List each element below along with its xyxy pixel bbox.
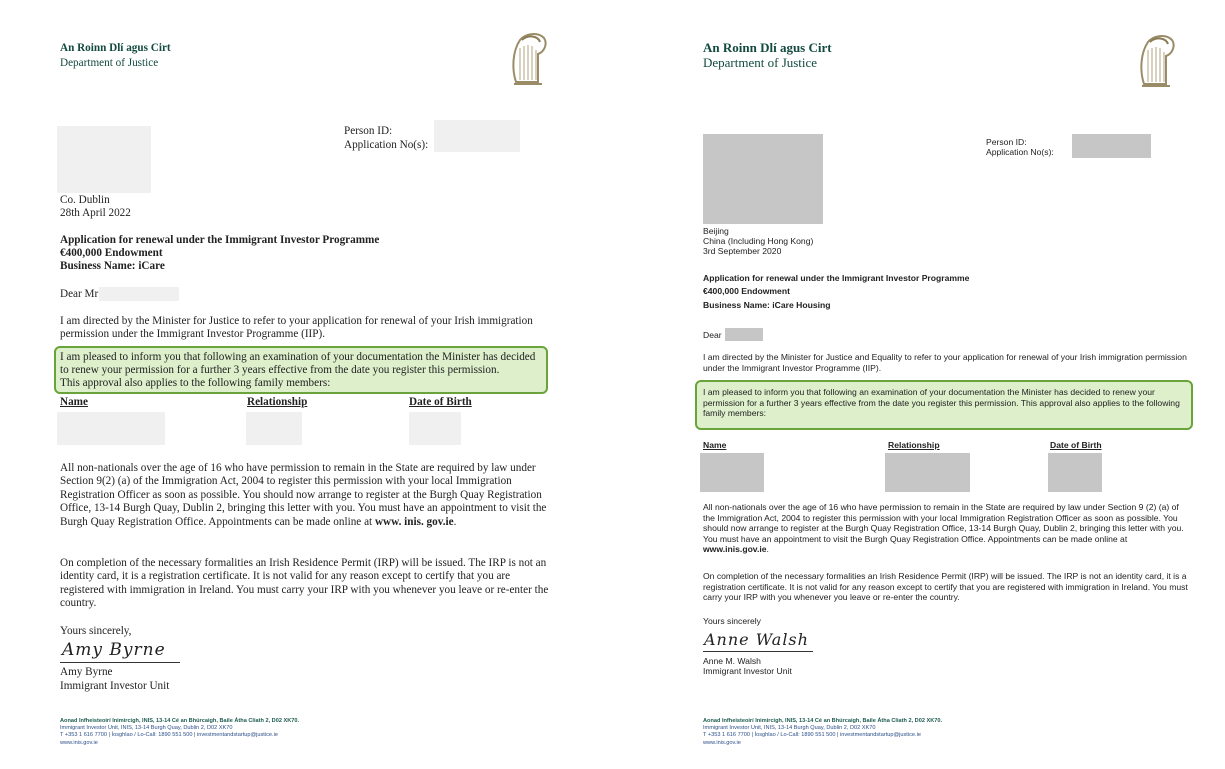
inis-website-link[interactable]: www. inis. gov.ie: [374, 515, 454, 528]
approval-line-2: to renew your permission for a further 3 years effective from the date you register this permission.: [60, 364, 500, 376]
signature: Amy Byrne: [62, 640, 166, 660]
address-line: Co. Dublin: [60, 194, 110, 206]
column-dob-header: Date of Birth: [1050, 440, 1102, 450]
redacted-family-dob: [1048, 453, 1102, 492]
person-id-label: Person ID:: [986, 137, 1027, 147]
redacted-address: [57, 126, 151, 193]
footer-english-address: Immigrant Investor Unit, INIS, 13-14 Burgh Quay, Dublin 2, D02 XK70: [60, 725, 233, 732]
department-name-irish: An Roinn Dlí agus Cirt: [703, 40, 832, 55]
signer-name: Anne M. Walsh: [703, 656, 761, 666]
signer-unit: Immigrant Investor Unit: [60, 680, 170, 692]
column-name-header: Name: [60, 396, 88, 408]
redacted-recipient-name: [725, 328, 763, 341]
redacted-family-relationship: [885, 453, 970, 492]
harp-crest-icon: [1136, 32, 1178, 92]
subject-title: Application for renewal under the Immigrant Investor Programme: [703, 273, 970, 283]
redacted-person-id: [1072, 134, 1151, 158]
redacted-person-id: [434, 120, 520, 152]
application-number-label: Application No(s):: [344, 139, 429, 151]
paragraph-intro: I am directed by the Minister for Justice to refer to your application for renewal of your Irish immigration permission under the Immigrant Investor Programme (IIP).: [60, 315, 533, 341]
signature-line: [703, 651, 813, 652]
salutation: Dear Mr: [60, 288, 99, 300]
paragraph-irp: On completion of the necessary formalities an Irish Residence Permit (IRP) will be issued. The IRP is not an identity card, it is a registration certificate. It is not valid for any reason except to certify that you are registered with immigration in Ireland. You must carry your IRP with you whenever you leave or re-enter the country.: [703, 571, 1188, 603]
inis-website-link[interactable]: www.inis.gov.ie: [703, 544, 767, 555]
subject-business: Business Name: iCare: [60, 260, 165, 272]
redacted-address: [703, 134, 823, 224]
department-name-english: Department of Justice: [60, 57, 159, 69]
department-name-irish: An Roinn Dlí agus Cirt: [60, 42, 171, 54]
letter-2020: [612, 0, 1225, 769]
redacted-recipient-name: [99, 287, 179, 301]
redacted-family-name: [57, 412, 165, 445]
address-line-country: China (Including Hong Kong): [703, 236, 814, 246]
closing: Yours sincerely,: [60, 625, 132, 637]
department-name-english: Department of Justice: [703, 55, 818, 70]
letter-date: 3rd September 2020: [703, 246, 782, 256]
paragraph-irp: On completion of the necessary formalities an Irish Residence Permit (IRP) will be issued. The IRP is not an identity card, it is a registration certificate. It is not valid for any reason except to certify that you are registered with immigration in Ireland. You must carry your IRP with you whenever you leave or re-enter the country.: [60, 557, 549, 610]
redacted-family-relationship: [246, 412, 302, 445]
footer-contact: T +353 1 616 7700 | Íosghlao / Lo-Call: 1890 551 500 | investmentandstartup@justice.ie: [60, 732, 278, 739]
redacted-family-dob: [409, 412, 461, 445]
approval-line-3: This approval also applies to the following family members:: [60, 377, 331, 389]
subject-amount: €400,000 Endowment: [703, 286, 790, 296]
person-id-label: Person ID:: [344, 125, 393, 137]
column-name-header: Name: [703, 440, 727, 450]
footer-website[interactable]: www.inis.gov.ie: [60, 739, 98, 746]
column-dob-header: Date of Birth: [409, 396, 472, 408]
letter-footer: [703, 718, 942, 747]
signature: Anne Walsh: [704, 630, 809, 649]
subject-title: Application for renewal under the Immigrant Investor Programme: [60, 234, 380, 246]
footer-contact: T +353 1 616 7700 | Íosghlao / Lo-Call: 1890 551 500 | investmentandstartup@justice.ie: [703, 732, 921, 739]
subject-business: Business Name: iCare Housing: [703, 300, 831, 310]
signature-line: [60, 662, 180, 663]
salutation: Dear: [703, 330, 722, 340]
redacted-family-name: [700, 453, 764, 492]
harp-crest-icon: [508, 30, 550, 90]
approval-line-1: I am pleased to inform you that following an examination of your documentation the Minister has decided: [60, 351, 536, 363]
footer-english-address: Immigrant Investor Unit, INIS, 13-14 Burgh Quay, Dublin 2, D02 XK70: [703, 725, 876, 732]
column-relationship-header: Relationship: [247, 396, 308, 408]
footer-website[interactable]: www.inis.gov.ie: [703, 739, 741, 746]
approval-paragraph: I am pleased to inform you that following an examination of your documentation the Minister has decided to renew your permission for a further 3 years effective from the date you register this permission. This approval also applies to the following family members:: [703, 387, 1180, 419]
paragraph-registration: All non-nationals over the age of 16 who have permission to remain in the State are required by law under Section 9 (2) (a) of the Immigration Act, 2004 to register this permission with your local Immigration Registration Officer as soon as possible. You should now arrange to register at the Burgh Quay Registration Office, 13-14 Burgh Quay, Dublin 2, bringing this letter with you. You must have an appointment to visit the Burgh Quay Registration Office. Appointments can be made online at www.inis.gov.ie.: [703, 502, 1184, 555]
signer-unit: Immigrant Investor Unit: [703, 666, 792, 676]
column-relationship-header: Relationship: [888, 440, 940, 450]
closing: Yours sincerely: [703, 616, 761, 626]
footer-irish-address: Aonad Infheisteoirí Inimircigh, INIS, 13-14 Cé an Bhúrcaigh, Baile Átha Cliath 2, D02 XK70.: [60, 718, 300, 724]
signer-name: Amy Byrne: [60, 666, 113, 678]
letter-date: 28th April 2022: [60, 207, 131, 219]
paragraph-registration: All non-nationals over the age of 16 who have permission to remain in the State are required by law under Section 9(2) (a) of the Immigration Act, 2004 to register this permission with your local Immigration Registration Officer as soon as possible. You should now arrange to register at the Burgh Quay Registration Office, 13-14 Burgh Quay, Dublin 2, bringing this letter with you. You must have an appointment to visit the Burgh Quay Registration Office. Appointments can be made online at www. inis. gov.ie.: [60, 462, 547, 528]
address-line-city: Beijing: [703, 226, 729, 236]
paragraph-intro: I am directed by the Minister for Justice and Equality to refer to your application for renewal of your Irish immigration permission under the Immigrant Investor Programme (IIP).: [703, 352, 1187, 373]
application-number-label: Application No(s):: [986, 147, 1054, 157]
subject-amount: €400,000 Endowment: [60, 247, 163, 259]
footer-irish-address: Aonad Infheisteoirí Inimircigh, INIS, 13-14 Cé an Bhúrcaigh, Baile Átha Cliath 2, D02 XK70.: [703, 718, 943, 724]
letter-footer: [60, 718, 299, 747]
letter-2022: [0, 0, 612, 769]
